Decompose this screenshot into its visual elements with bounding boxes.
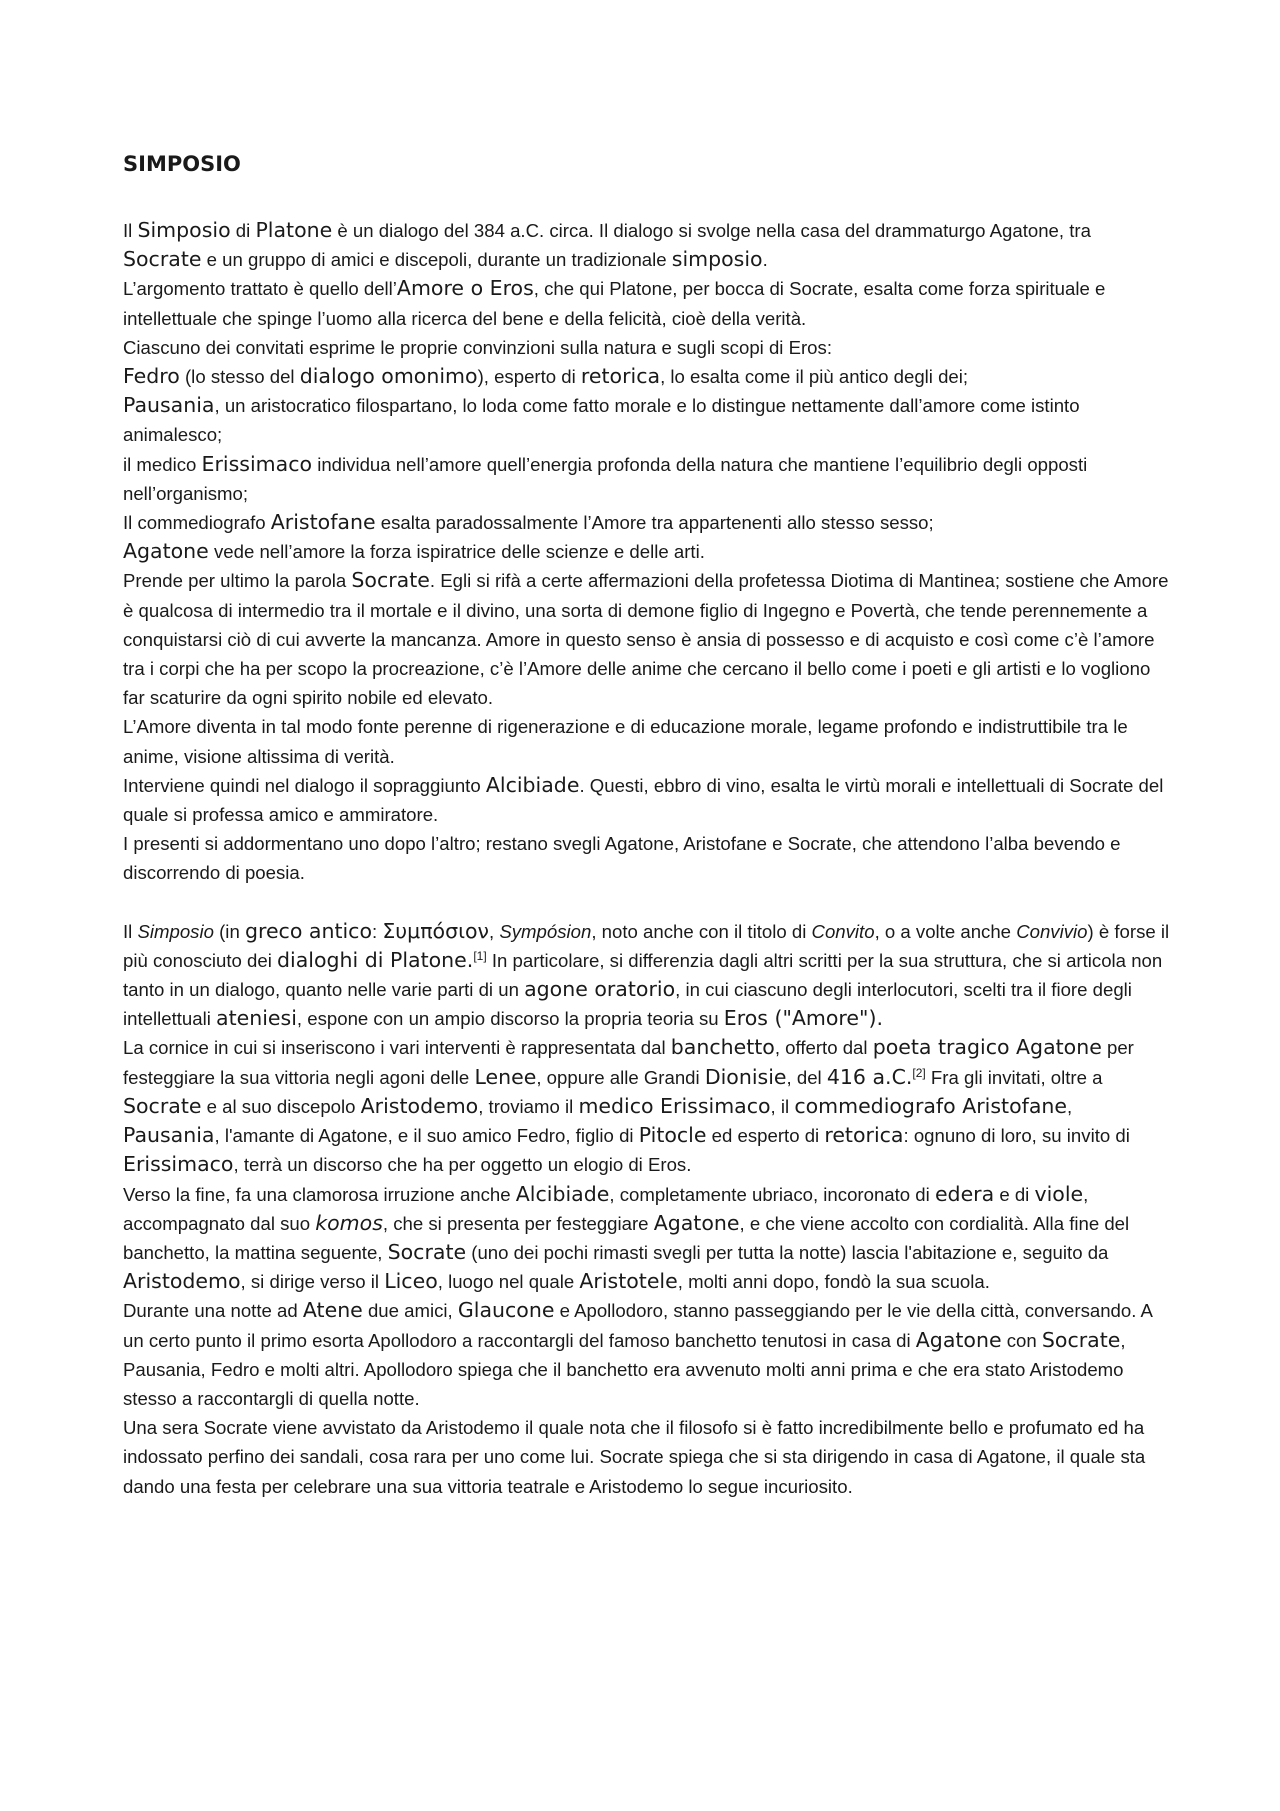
text-run: . — [762, 249, 768, 271]
link-text[interactable]: dialogo omonimo — [299, 364, 478, 389]
text-run: , un aristocratico filospartano, lo loda come fatto morale e lo distingue nettamente dall’amore come istinto animalesco; — [123, 395, 1080, 446]
italic-text: Simposio — [137, 920, 214, 942]
text-run: per festeggiare la sua vittoria negli agoni delle — [123, 1037, 1134, 1088]
text-run: e Apollodoro, stanno passeggiando per le vie della città, conversando. A un certo punto il primo esorta Apollodoro a raccontargli del famoso banchetto tenutosi in casa di — [123, 1300, 1152, 1351]
link-text[interactable]: Socrate — [351, 568, 430, 593]
link-text[interactable]: retorica — [824, 1123, 904, 1148]
text-run: ed esperto di — [706, 1125, 825, 1147]
link-text[interactable]: ateniesi — [216, 1006, 297, 1031]
text-run: , l'amante di Agatone, e il suo amico Fedro, figlio di — [214, 1125, 639, 1147]
paragraph — [123, 829, 1173, 887]
text-run: , e che viene accolto con cordialità. Alla fine del banchetto, la mattina seguente, — [123, 1212, 1130, 1263]
link-text[interactable]: Agatone — [915, 1327, 1002, 1352]
text-run: (lo stesso del — [179, 366, 300, 388]
text-run: Fra gli invitati, oltre a — [925, 1066, 1103, 1088]
link-text[interactable]: Amore o Eros — [396, 276, 534, 301]
text-run: , in cui ciascuno degli interlocutori, scelti tra il fiore degli intellettuali — [123, 979, 1132, 1030]
text-run: , o a volte anche — [874, 920, 1017, 942]
text-run: , si dirige verso il — [240, 1271, 385, 1293]
paragraph — [123, 391, 1173, 449]
text-run: , che qui Platone, per bocca di Socrate, esalta come forza spirituale e intellettuale che spinge l’uomo alla ricerca del bene e della felicità, cioè della verità. — [123, 278, 1106, 329]
text-run: ), esperto di — [477, 366, 581, 388]
text-run: esalta paradossalmente l’Amore tra appartenenti allo stesso sesso; — [375, 512, 934, 534]
text-run: , noto anche con il titolo di — [591, 920, 812, 942]
paragraph — [123, 1296, 1173, 1413]
link-text[interactable]: Eros — [723, 1006, 768, 1031]
italic-text: Convivio — [1016, 920, 1088, 942]
text-run: il medico — [123, 453, 202, 475]
text-run: , del — [786, 1066, 827, 1088]
text-run: , lo esalta come il più antico degli dei; — [660, 366, 969, 388]
paragraph — [123, 216, 1173, 274]
text-run: vede nell’amore la forza ispiratrice delle scienze e delle arti. — [208, 541, 705, 563]
document-page — [123, 150, 1173, 1501]
text-run: Verso la fine, fa una clamorosa irruzione anche — [123, 1183, 516, 1205]
link-text[interactable]: retorica — [580, 364, 661, 389]
link-text[interactable]: commediografo Aristofane — [794, 1093, 1067, 1118]
paragraph — [123, 333, 1173, 362]
italic-text: Convito — [811, 920, 875, 942]
link-text[interactable]: Socrate — [123, 1093, 202, 1118]
link-text[interactable]: . — [466, 947, 474, 972]
text-run: (in — [213, 920, 245, 942]
link-text[interactable]: Aristofane — [270, 510, 376, 535]
link-text[interactable]: ("Amore"). — [767, 1006, 883, 1031]
link-text[interactable]: Atene — [302, 1298, 363, 1323]
paragraph — [123, 771, 1173, 829]
text-run: e un gruppo di amici e discepoli, durante un tradizionale — [201, 249, 672, 271]
link-text[interactable]: Socrate — [123, 247, 202, 272]
text-run: L’argomento trattato è quello dell’ — [123, 278, 397, 300]
text-run: , — [1067, 1095, 1073, 1117]
text-run: due amici, — [362, 1300, 458, 1322]
text-run: , completamente ubriaco, incoronato di — [609, 1183, 935, 1205]
section-wikipedia-excerpt — [123, 917, 1173, 1501]
text-run: ) è forse il più conosciuto dei — [123, 920, 1170, 971]
paragraph — [123, 1180, 1173, 1297]
text-run: , espone con un ampio discorso la propria teoria su — [296, 1008, 724, 1030]
link-text[interactable]: medico Erissimaco — [578, 1093, 771, 1118]
text-run: Il — [123, 220, 138, 241]
link-text[interactable]: Platone — [255, 218, 333, 242]
footnote-ref[interactable]: [2] — [912, 1065, 926, 1080]
text-run: La cornice in cui si inseriscono i vari interventi è rappresentata dal — [123, 1037, 671, 1059]
link-text[interactable]: edera — [934, 1181, 995, 1206]
text-run: Interviene quindi nel dialogo il sopraggiunto — [123, 774, 486, 796]
text-run: , molti anni dopo, fondò la sua scuola. — [677, 1271, 990, 1293]
link-text[interactable]: Συμπόσιον — [382, 918, 490, 943]
text-run: Il — [123, 920, 138, 942]
text-run: Una sera Socrate viene avvistato da Aristodemo il quale nota che il filosofo si è fatto incredibilmente bello e profumato ed ha indossato perfino dei sandali, cosa rara per uno come lui. Socrate spiega che si sta dirigendo in casa di Agatone, il quale sta dando una festa per celebrare una sua vittoria teatrale e Aristodemo lo segue incuriosito. — [123, 1417, 1146, 1497]
paragraph — [123, 274, 1173, 332]
text-run: , che si presenta per festeggiare — [382, 1212, 654, 1234]
paragraph — [123, 1033, 1173, 1179]
footnote-ref[interactable]: [1] — [473, 948, 487, 963]
text-run: L’Amore diventa in tal modo fonte perenne di rigenerazione e di educazione morale, legame profondo e indistruttibile tra le anime, visione altissima di verità. — [123, 716, 1128, 767]
link-text[interactable]: Socrate — [1041, 1327, 1121, 1352]
link-text[interactable]: viole — [1034, 1181, 1084, 1206]
paragraph — [123, 537, 1173, 566]
link-text[interactable]: Socrate — [387, 1239, 467, 1264]
text-run: e al suo discepolo — [201, 1095, 361, 1117]
text-run: , accompagnato dal suo — [123, 1183, 1089, 1234]
text-run: di — [230, 220, 256, 241]
text-run: , offerto dal — [774, 1037, 873, 1059]
text-run: (uno dei pochi rimasti svegli per tutta la notte) lascia l'abitazione e, seguito da — [466, 1241, 1109, 1263]
link-text[interactable]: Pitocle — [638, 1123, 707, 1148]
paragraph — [123, 362, 1173, 391]
text-run: , terrà un discorso che ha per oggetto un elogio di Eros. — [233, 1154, 692, 1176]
link-text[interactable]: 416 a.C. — [826, 1064, 913, 1089]
link-text[interactable]: Liceo — [384, 1269, 438, 1294]
link-text[interactable]: Dionisie — [704, 1064, 787, 1089]
link-text[interactable]: poeta tragico Agatone — [872, 1035, 1102, 1060]
link-text[interactable]: agone oratorio — [524, 977, 676, 1002]
text-run: I presenti si addormentano uno dopo l’altro; restano svegli Agatone, Aristofane e Socrate, che attendono l’alba bevendo e discorrendo di poesia. — [123, 833, 1121, 884]
text-run: e di — [994, 1183, 1035, 1205]
text-run: : ognuno di loro, su invito di — [903, 1125, 1130, 1147]
link-text[interactable]: Glaucone — [457, 1298, 555, 1323]
text-run: Durante una notte ad — [123, 1300, 303, 1322]
section-platone-summary — [123, 216, 1173, 888]
text-run: , Pausania, Fedro e molti altri. Apollodoro spiega che il banchetto era avvenuto molti anni prima e che era stato Aristodemo stesso a raccontargli di quella notte. — [123, 1329, 1126, 1409]
link-text[interactable]: komos — [315, 1210, 383, 1235]
italic-text: Sympósion — [499, 920, 592, 942]
text-run: con — [1001, 1329, 1042, 1351]
document-title: SIMPOSIO — [123, 152, 241, 176]
link-text[interactable]: Agatone — [123, 539, 209, 564]
text-run: . Egli si rifà a certe affermazioni della profetessa Diotima di Mantinea; sostiene che Amore è qualcosa di intermedio tra il mortale e il divino, una sorta di demone figlio di Ingegno e Povertà, che tende perennemente a conquistarsi ciò di cui avverte la mancanza. Amore in questo senso è ansia di possesso e di acquisto e così come c’è l’amore tra i corpi che ha per scopo la procreazione, c’è l’Amore delle anime che cercano il bello come i poeti e gli artisti e lo vogliono far scaturire da ogni spirito nobile ed elevato. — [123, 570, 1169, 709]
link-text[interactable]: Fedro — [123, 364, 180, 389]
text-run: : — [372, 920, 383, 942]
link-text[interactable]: Alcibiade — [515, 1181, 610, 1206]
paragraph — [123, 450, 1173, 508]
paragraph — [123, 566, 1173, 712]
link-text[interactable]: Aristodemo — [123, 1269, 241, 1294]
link-text[interactable]: banchetto — [670, 1035, 775, 1060]
paragraph — [123, 508, 1173, 537]
link-text[interactable]: Alcibiade — [485, 772, 580, 797]
paragraph — [123, 917, 1173, 1034]
link-text[interactable]: Pausania — [123, 393, 215, 418]
text-run: . Questi, ebbro di vino, esalta le virtù morali e intellettuali di Socrate del quale si professa amico e ammiratore. — [123, 774, 1164, 826]
link-text[interactable]: greco antico — [244, 918, 372, 943]
link-text[interactable]: Aristotele — [579, 1269, 678, 1294]
text-run: , luogo nel quale — [437, 1271, 580, 1293]
link-text[interactable]: Erissimaco — [123, 1152, 234, 1177]
text-run: Prende per ultimo la parola — [123, 570, 352, 592]
link-text[interactable]: Erissimaco — [201, 451, 313, 476]
link-text[interactable]: Agatone — [653, 1210, 740, 1235]
text-run: , il — [770, 1095, 795, 1117]
text-run: è un dialogo del 384 a.C. circa. Il dialogo si svolge nella casa del drammaturgo Agatone, tra — [332, 220, 1091, 241]
text-run: In particolare, si differenzia dagli altri scritti per la sua struttura, che si articola non tanto in un dialogo, quanto nelle varie parti di un — [123, 949, 1163, 1001]
text-run: Il commediografo — [123, 512, 271, 534]
link-text[interactable]: dialoghi di Platone — [277, 947, 467, 972]
paragraph — [123, 1413, 1173, 1501]
text-run: individua nell’amore quell’energia profonda della natura che mantiene l’equilibrio degli opposti nell’organismo; — [123, 453, 1088, 504]
text-run: , troviamo il — [478, 1095, 579, 1117]
link-text[interactable]: Pausania — [123, 1123, 215, 1148]
link-text[interactable]: Lenee — [474, 1064, 537, 1089]
link-text[interactable]: Simposio — [137, 218, 231, 242]
text-run: , — [489, 920, 500, 942]
paragraph — [123, 712, 1173, 770]
text-run: Ciascuno dei convitati esprime le proprie convinzioni sulla natura e sugli scopi di Eros: — [123, 336, 832, 358]
link-text[interactable]: simposio — [671, 247, 763, 272]
link-text[interactable]: Aristodemo — [360, 1093, 479, 1118]
text-run: , oppure alle Grandi — [536, 1066, 705, 1088]
